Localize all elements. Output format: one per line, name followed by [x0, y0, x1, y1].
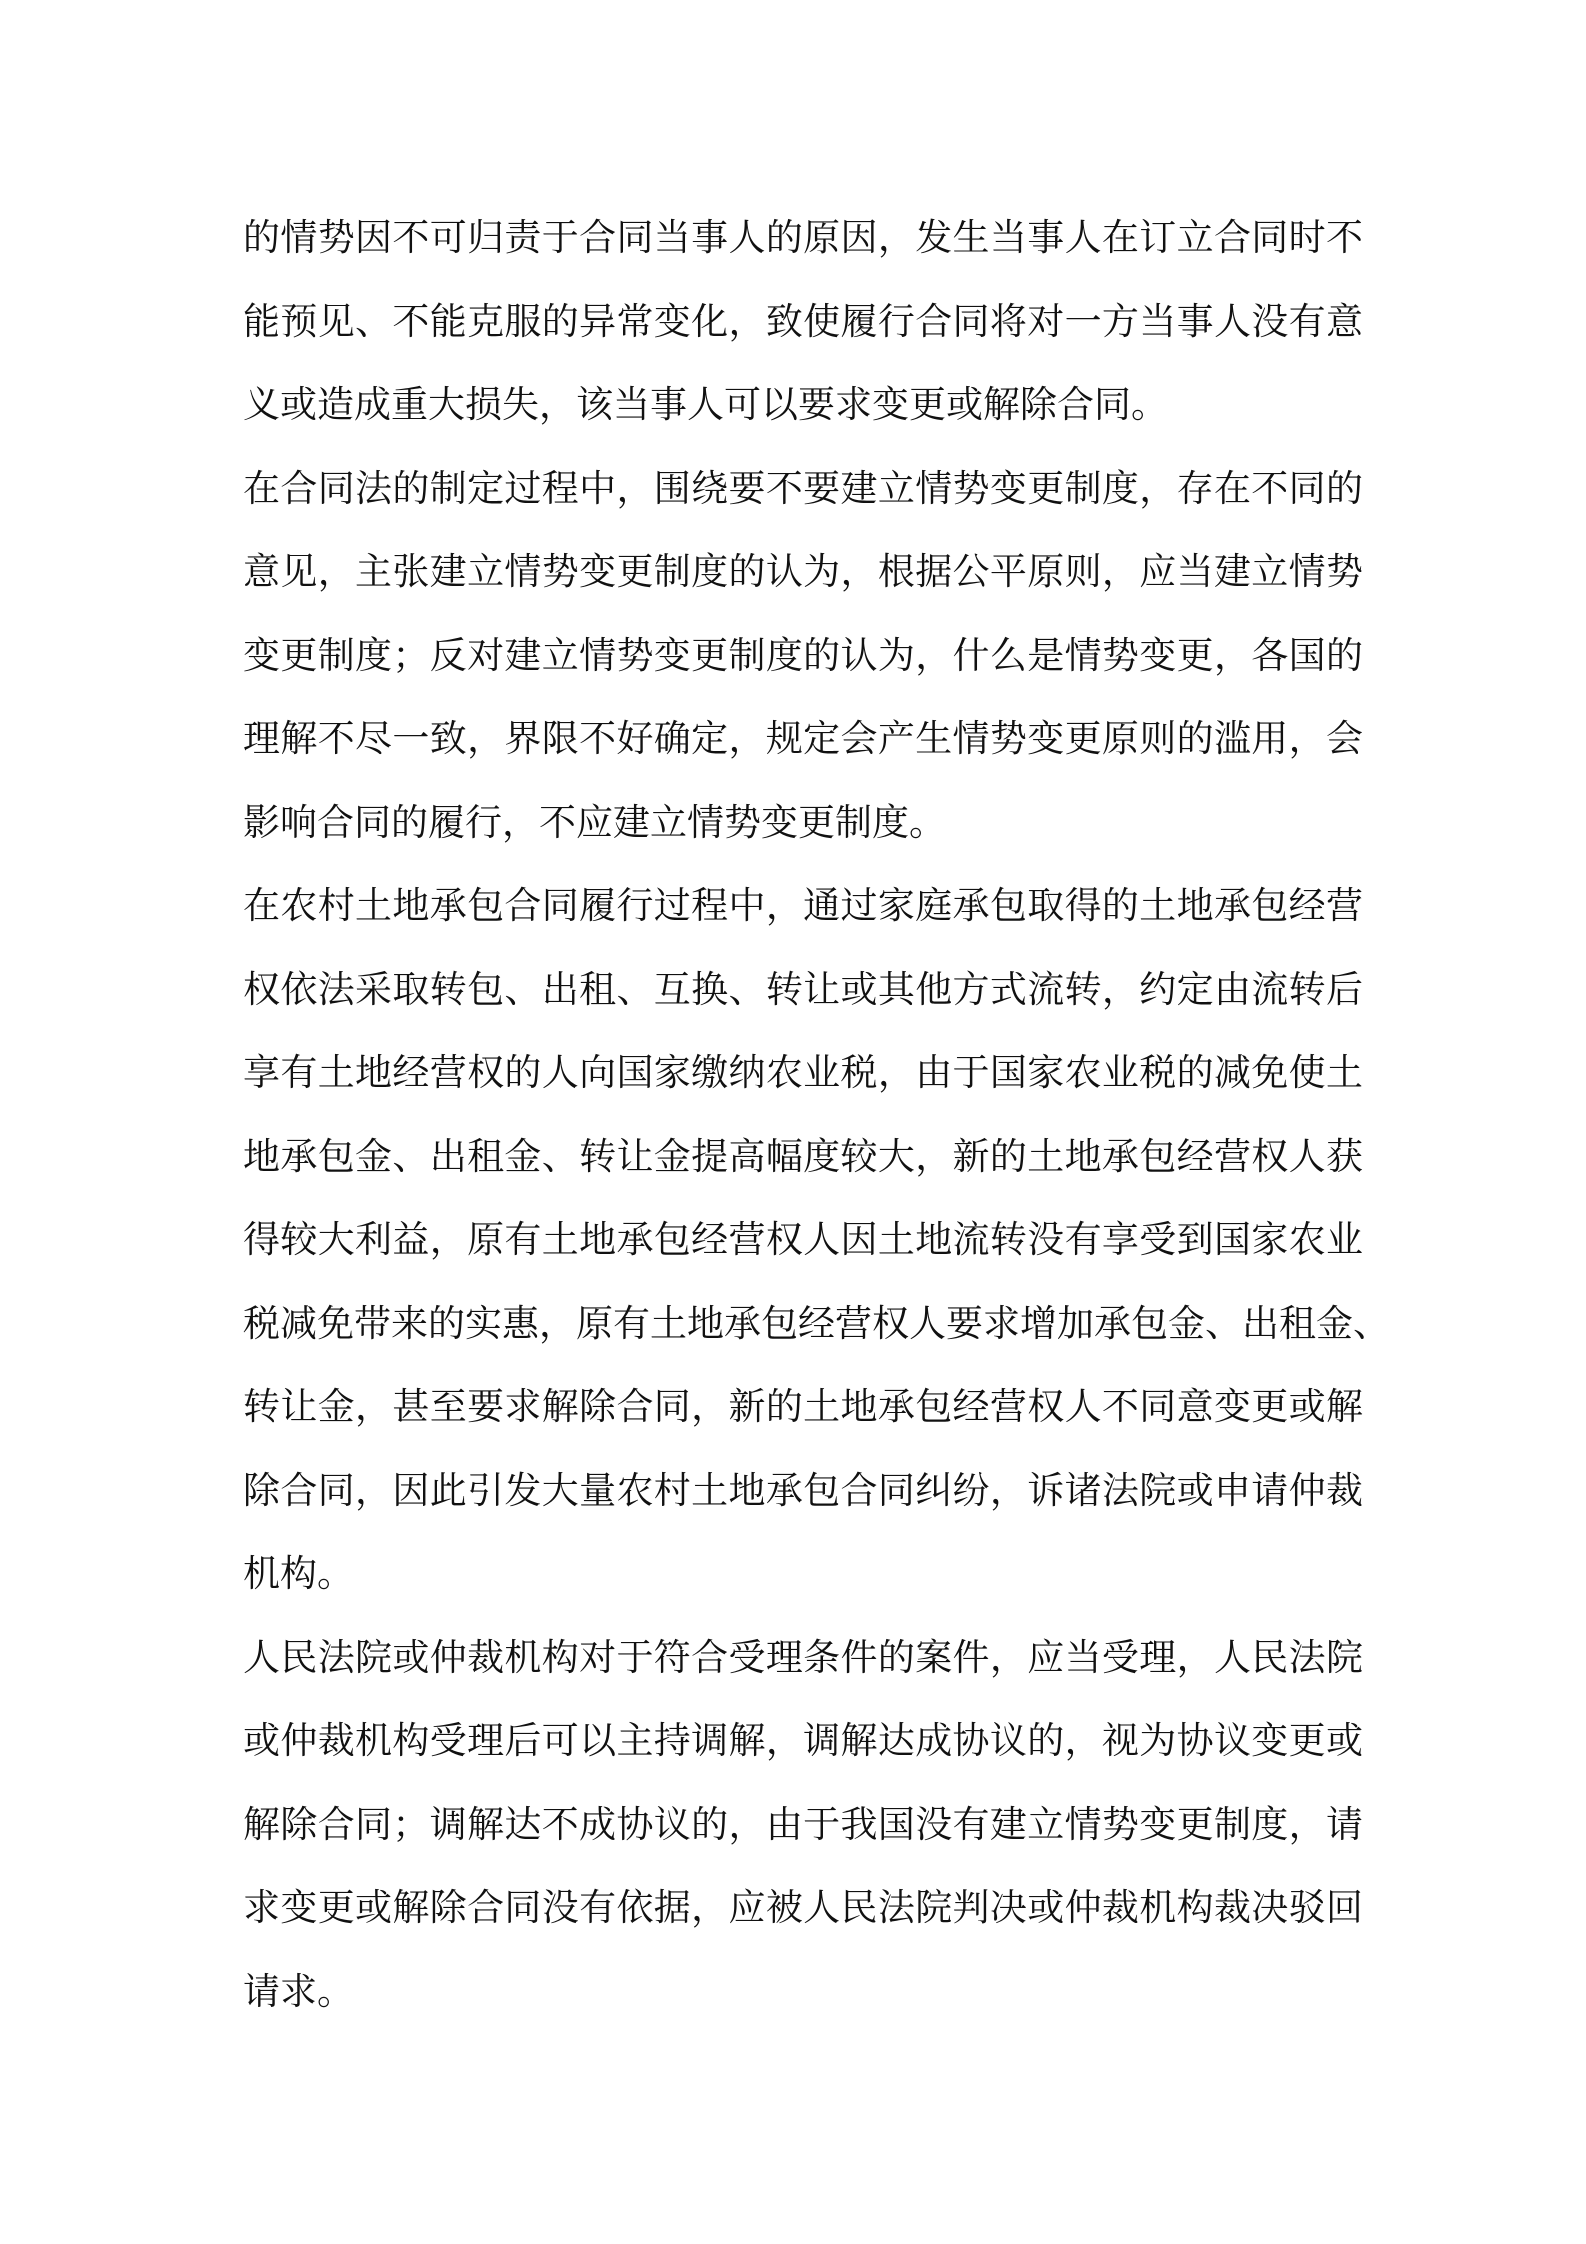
paragraph-1	[243, 196, 1363, 447]
paragraph-3	[243, 864, 1390, 1616]
text-line: 除合同，因此引发大量农村土地承包合同纠纷，诉诸法院或申请仲裁	[243, 1468, 1363, 1512]
text-line: 人民法院或仲裁机构对于符合受理条件的案件，应当受理，人民法院	[243, 1635, 1363, 1679]
text-line: 变更制度；反对建立情势变更制度的认为，什么是情势变更，各国的	[243, 633, 1363, 677]
text-line: 地承包金、出租金、转让金提高幅度较大，新的土地承包经营权人获	[243, 1134, 1363, 1178]
text-line: 在合同法的制定过程中，围绕要不要建立情势变更制度，存在不同的	[243, 466, 1363, 510]
text-line: 转让金，甚至要求解除合同，新的土地承包经营权人不同意变更或解	[243, 1385, 1363, 1428]
text-line: 在农村土地承包合同履行过程中，通过家庭承包取得的土地承包经营	[243, 884, 1363, 927]
text-line: 享有土地经营权的人向国家缴纳农业税，由于国家农业税的减免使土	[243, 1051, 1363, 1094]
text-line: 意见，主张建立情势变更制度的认为，根据公平原则，应当建立情势	[243, 550, 1363, 593]
document-body	[243, 196, 1390, 2033]
text-line: 求变更或解除合同没有依据，应被人民法院判决或仲裁机构裁决驳回	[243, 1886, 1363, 1929]
text-line: 解除合同；调解达不成协议的，由于我国没有建立情势变更制度，请	[243, 1802, 1363, 1846]
text-line: 影响合同的履行，不应建立情势变更制度。	[243, 800, 946, 844]
text-line: 请求。	[243, 1969, 354, 2013]
text-line: 得较大利益，原有土地承包经营权人因土地流转没有享受到国家农业	[243, 1218, 1363, 1261]
text-line: 或仲裁机构受理后可以主持调解，调解达成协议的，视为协议变更或	[243, 1719, 1363, 1762]
text-line: 能预见、不能克服的异常变化，致使履行合同将对一方当事人没有意	[243, 299, 1363, 343]
paragraph-2	[243, 447, 1363, 865]
text-line: 机构。	[243, 1552, 354, 1595]
text-line: 义或造成重大损失，该当事人可以要求变更或解除合同。	[243, 383, 1168, 426]
text-line: 理解不尽一致，界限不好确定，规定会产生情势变更原则的滥用，会	[243, 717, 1363, 760]
text-line: 权依法采取转包、出租、互换、转让或其他方式流转，约定由流转后	[243, 967, 1363, 1011]
text-line: 税减免带来的实惠，原有土地承包经营权人要求增加承包金、出租金、	[243, 1301, 1390, 1345]
paragraph-4	[243, 1616, 1363, 2034]
text-line: 的情势因不可归责于合同当事人的原因，发生当事人在订立合同时不	[243, 216, 1363, 259]
